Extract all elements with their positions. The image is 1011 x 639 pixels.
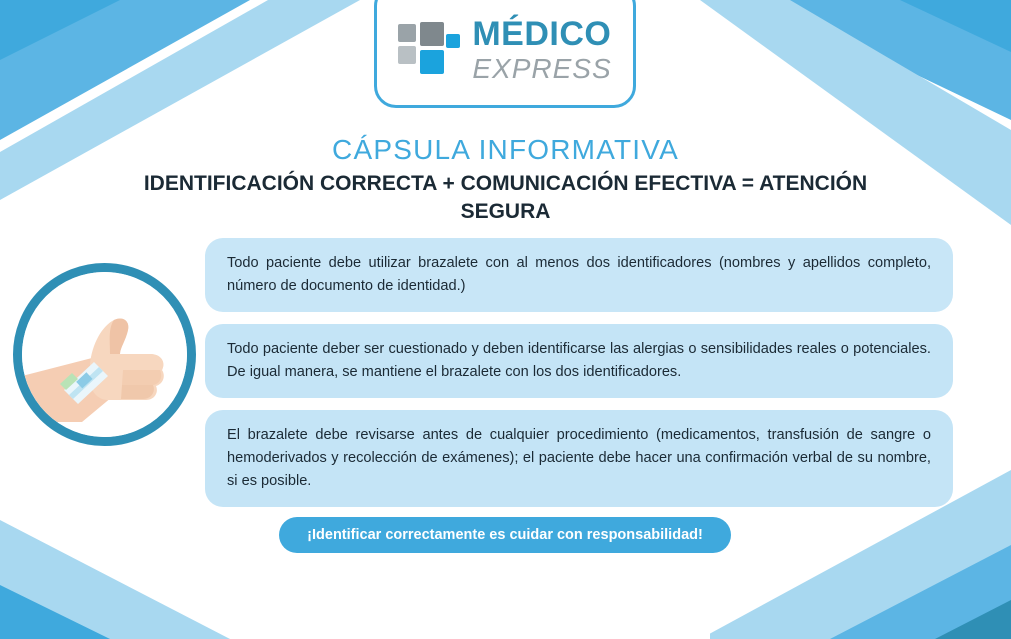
thumbs-up-wristband-icon <box>13 263 196 446</box>
brand-name-primary: MÉDICO <box>472 15 612 53</box>
page-kicker: CÁPSULA INFORMATIVA <box>332 134 679 165</box>
brand-name-secondary: EXPRESS <box>472 53 612 84</box>
squares-logo-icon <box>398 22 460 78</box>
info-bubble: Todo paciente deber ser cuestionado y deben identificarse las alergias o sensibilidades reales o potenciales. De igual manera, se mantiene el brazalete con los dos identificadores. <box>205 324 953 398</box>
info-bubble: El brazalete debe revisarse antes de cualquier procedimiento (medicamentos, transfusión de sangre o hemoderivados y recolección de exámenes); el paciente debe hacer una confirmación verbal de su nombre, si es posible. <box>205 410 953 507</box>
page-title: IDENTIFICACIÓN CORRECTA + COMUNICACIÓN EFECTIVA = ATENCIÓN SEGURA <box>143 172 868 224</box>
brand-logo-card <box>374 0 636 108</box>
footer-message-banner: ¡Identificar correctamente es cuidar con responsabilidad! <box>279 517 731 553</box>
info-bubble-list <box>205 238 953 519</box>
info-bubble: Todo paciente debe utilizar brazalete con al menos dos identificadores (nombres y apellidos completo, número de documento de identidad.) <box>205 238 953 312</box>
